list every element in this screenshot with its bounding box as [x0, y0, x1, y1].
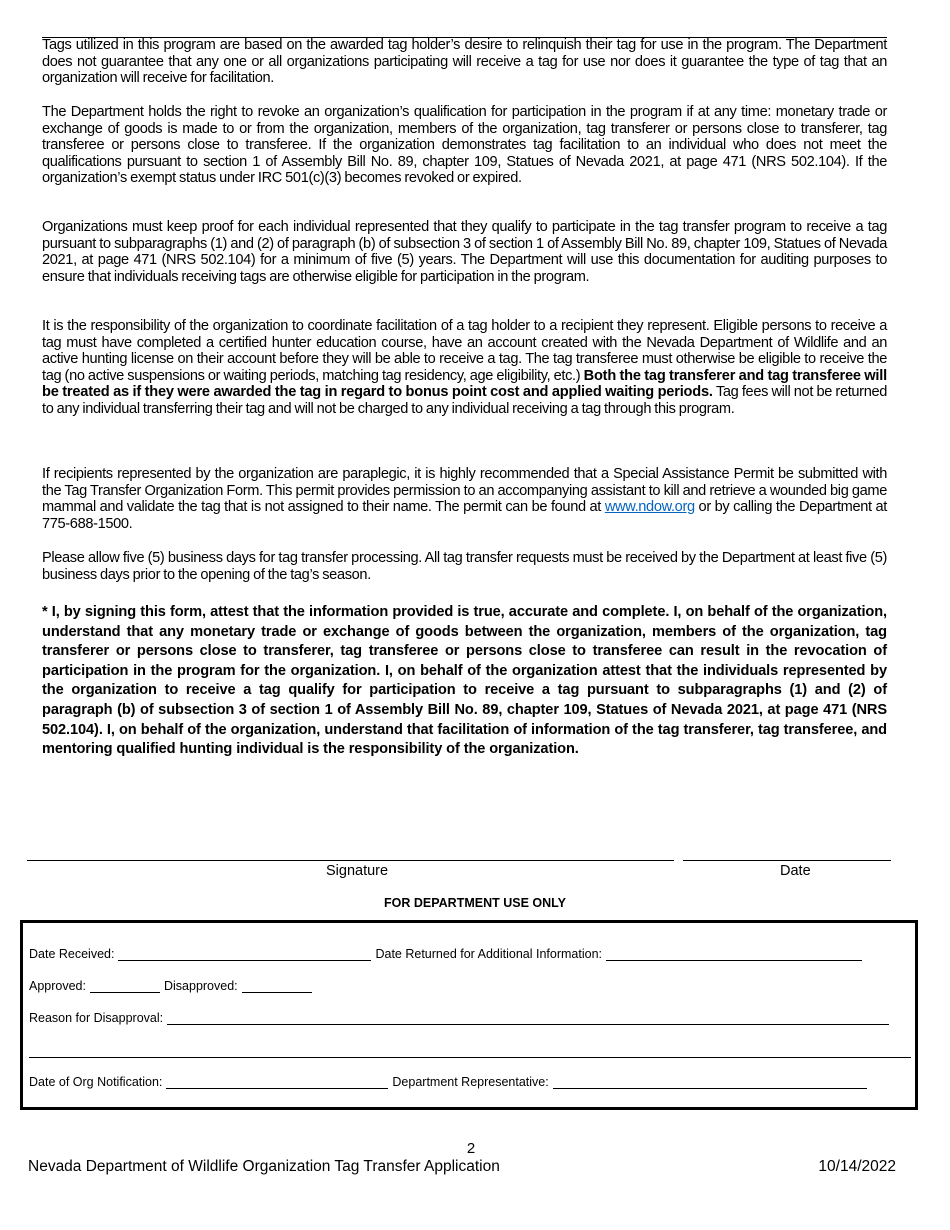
paragraph-special-assistance [42, 466, 887, 532]
approved-label: Approved: [29, 979, 86, 993]
department-use-box [20, 920, 918, 1110]
representative-field[interactable] [553, 1076, 867, 1089]
attestation-statement: * I, by signing this form, attest that the information provided is true, accurate and complete. I, on behalf of the organization, understand that any monetary trade or exchange of goods between the organization, members of the organization, tag transferer or persons close to transferer, tag transferee or persons close to transferee can result in the revocation of participation in the program for the organization. I, on behalf of the organization attest that the individuals represented by the organization to receive a tag qualify for participation to receive a tag pursuant to subparagraphs (1) and (2) of paragraph (b) of subsection 3 of section 1 of Assembly Bill No. 89, chapter 109, Statues of Nevada 2021, at page 471 (NRS 502.104). I, on behalf of the organization, understand that facilitation of information of the tag transferer, tag transferee, and mentoring qualified hunting individual is the responsibility of the organization. [42, 604, 887, 758]
signature-label: Signature [326, 863, 389, 879]
reason-field-continued[interactable] [29, 1057, 911, 1058]
responsibility-text-end: Tag fees will not be returned to any individual transferring their tag and will not be charged to any individual receiving a tag through this program. [42, 384, 887, 417]
paragraph-processing-time: Please allow five (5) business days for tag transfer processing. All tag transfer requests must be received by the Department at least five (5) business days prior to the opening of the tag’s season. [42, 550, 887, 583]
disapproved-label: Disapproved: [163, 979, 238, 993]
department-use-heading: FOR DEPARTMENT USE ONLY [384, 896, 566, 910]
responsibility-text: It is the responsibility of the organization to coordinate facilitation of a tag holder to a recipient they represent. Eligible persons to receive a tag must have completed a certified hunter education course, have an account created with the Nevada Department of Wildlife and an active hunting license on their account before they will be able to receive a tag. The tag transferee must otherwise be eligible to receive the tag (no active suspensions or waiting periods, matching tag residency, age eligibility, etc.) [42, 318, 887, 384]
date-received-label: Date Received: [29, 947, 115, 961]
paragraph-revocation: The Department holds the right to revoke an organization’s qualification for participation in the program if at any time: monetary trade or exchange of goods is made to or from the organization, members of the organization, tag transferer or persons close to transferer, tag transferee or persons close to transferee. If the organization demonstrates tag facilitation to an individual who does not meet the qualifications pursuant to section 1 of Assembly Bill No. 89, chapter 109, Statues of Nevada 2021, at page 471 (NRS 502.104). If the organization’s exempt status under IRC 501(c)(3) becomes revoked or expired. [42, 104, 887, 186]
special-assistance-text-end: or by calling the Department at 775-688-1500. [42, 499, 887, 532]
reason-label: Reason for Disapproval: [29, 1011, 164, 1025]
date-received-row [29, 947, 866, 961]
footer-title: Nevada Department of Wildlife Organization Tag Transfer Application [28, 1158, 500, 1175]
date-label: Date [780, 863, 811, 879]
representative-label: Department Representative: [392, 1075, 549, 1089]
disapproved-field[interactable] [242, 980, 312, 993]
paragraph-tag-availability: Tags utilized in this program are based on the awarded tag holder’s desire to relinquish their tag for use in the program. The Department does not guarantee that any one or all organizations participating will receive a tag for use nor does it guarantee the type of tag that an organization will receive for facilitation. [42, 37, 887, 86]
date-returned-field[interactable] [606, 948, 862, 961]
approval-row [29, 979, 316, 993]
footer-date: 10/14/2022 [818, 1158, 896, 1175]
page-number: 2 [466, 1140, 476, 1157]
special-assistance-text: If recipients represented by the organization are paraplegic, it is highly recommended that a Special Assistance Permit be submitted with the Tag Transfer Organization Form. This permit provides permission to an accompanying assistant to kill and retrieve a wounded big game mammal and validate the tag that is not assigned to their name. The permit can be found at [42, 466, 887, 515]
paragraph-proof-requirement: Organizations must keep proof for each individual represented that they qualify to participate in the tag transfer program to receive a tag pursuant to subparagraphs (1) and (2) of paragraph (b) of subsection 3 of section 1 of Assembly Bill No. 89, chapter 109, Statues of Nevada 2021, at page 471 (NRS 502.104) for a minimum of five (5) years. The Department will use this documentation for auditing purposes to ensure that individuals receiving tags are otherwise eligible for participation in the program. [42, 219, 887, 285]
paragraph-responsibility [42, 318, 887, 417]
date-returned-label: Date Returned for Additional Information: [375, 947, 602, 961]
org-notification-label: Date of Org Notification: [29, 1075, 163, 1089]
ndow-link[interactable]: www.ndow.org [604, 499, 695, 515]
date-line[interactable] [683, 860, 891, 861]
responsibility-bold-text: Both the tag transferer and tag transferee will be treated as if they were awarded the tag in regard to bonus point cost and applied waiting periods. [42, 367, 887, 400]
date-received-field[interactable] [118, 948, 371, 961]
reason-row [29, 1011, 893, 1025]
signature-line[interactable] [27, 860, 674, 861]
approved-field[interactable] [90, 980, 160, 993]
org-notification-field[interactable] [166, 1076, 388, 1089]
notification-row [29, 1075, 871, 1089]
reason-field[interactable] [167, 1012, 889, 1025]
